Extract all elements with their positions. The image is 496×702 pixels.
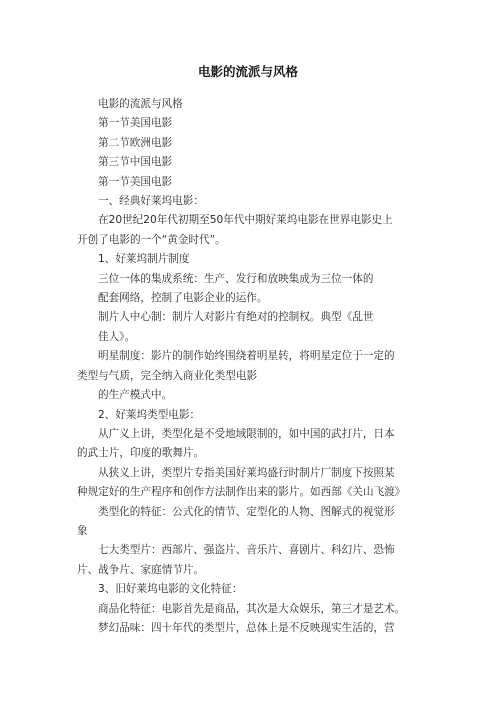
text-line: 种规定好的生产程序和创作方法制作出来的影片。如西部《关山飞渡》 bbox=[77, 486, 406, 499]
text-line: 七大类型片：西部片、强盗片、音乐片、喜剧片、科幻片、恐怖 bbox=[98, 544, 395, 557]
text-line: 佳人》。 bbox=[98, 330, 136, 343]
text-line: 一、经典好莱坞电影： bbox=[98, 195, 204, 208]
text-line: 第三节中国电影 bbox=[98, 156, 173, 169]
text-line: 3、旧好莱坞电影的文化特征： bbox=[98, 583, 243, 596]
text-line: 的生产模式中。 bbox=[98, 389, 173, 402]
text-line: 第一节美国电影 bbox=[98, 175, 173, 188]
text-line: 第一节美国电影 bbox=[98, 117, 173, 130]
text-line: 三位一体的集成系统：生产、发行和放映集成为三位一体的 bbox=[98, 272, 374, 285]
document-title: 电影的流派与风格 bbox=[197, 64, 298, 79]
text-line: 制片人中心制：制片人对影片有绝对的控制权。典型《乱世 bbox=[98, 311, 374, 324]
text-line: 2、好莱坞类型电影： bbox=[98, 408, 201, 421]
text-line: 梦幻品味：四十年代的类型片，总体上是不反映现实生活的，营 bbox=[98, 621, 395, 634]
text-line: 商品化特征：电影首先是商品，其次是大众娱乐，第三才是艺术。 bbox=[98, 602, 406, 615]
text-line: 的武士片，印度的歌舞片。 bbox=[77, 447, 205, 460]
text-line: 片、战争片、家庭情节片。 bbox=[77, 563, 205, 576]
text-line: 配套网络，控制了电影企业的运作。 bbox=[98, 292, 268, 305]
text-line: 类型化的特征：公式化的情节、定型化的人物、图解式的视觉形 bbox=[98, 505, 395, 518]
text-line: 在20世纪20年代初期至50年代中期好莱坞电影在世界电影史上 bbox=[98, 214, 393, 227]
text-line: 从狭义上讲，类型片专指美国好莱坞盛行时制片厂制度下按照某 bbox=[98, 466, 395, 479]
document-body bbox=[77, 95, 427, 638]
text-line: 第二节欧洲电影 bbox=[98, 136, 173, 149]
text-line: 明星制度：影片的制作始终围绕着明星转，将明星定位于一定的 bbox=[98, 350, 395, 363]
text-line: 1、好莱坞制片制度 bbox=[98, 253, 190, 266]
text-line: 电影的流派与风格 bbox=[98, 98, 183, 110]
text-line: 从广义上讲，类型化是不受地域限制的，如中国的武打片，日本 bbox=[98, 427, 395, 440]
text-line: 类型与气质，完全纳入商业化类型电影 bbox=[77, 369, 258, 382]
text-line: 象 bbox=[77, 524, 88, 537]
text-line: 开创了电影的一个“黄金时代”。 bbox=[77, 233, 226, 246]
